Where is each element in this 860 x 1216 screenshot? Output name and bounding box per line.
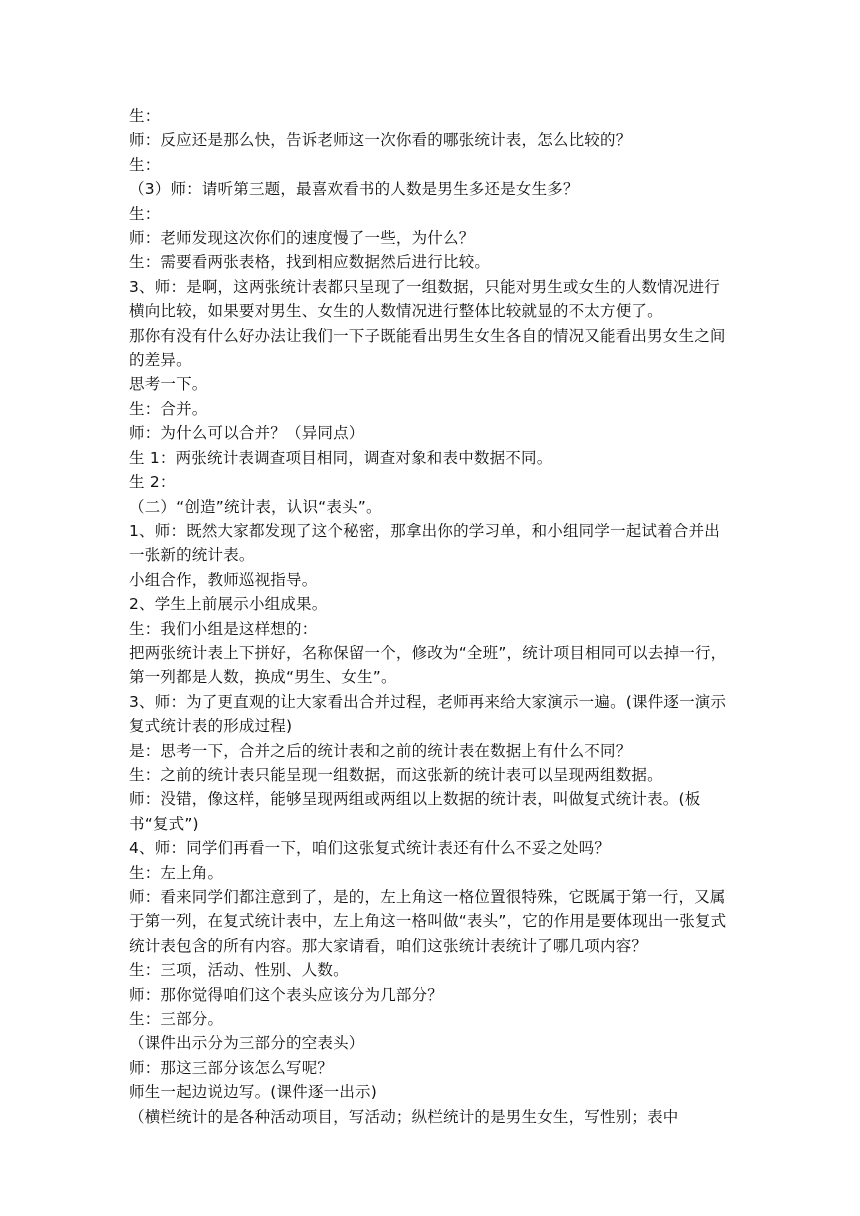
paragraph: （3）师：请听第三题，最喜欢看书的人数是男生多还是女生多？ [129,180,579,199]
paragraph: 4、师：同学们再看一下，咱们这张复式统计表还有什么不妥之处吗？ [129,839,611,858]
paragraph: 师生一起边说边写。(课件逐一出示) [129,1083,377,1102]
paragraph: 生：我们小组是这样想的： [129,619,318,638]
paragraph: 生： [129,155,161,174]
paragraph: 生： [129,204,161,223]
paragraph: 3、师：是啊，这两张统计表都只呈现了一组数据，只能对男生或女生的人数情况进行横向比较，如果要对男生、女生的人数情况进行整体比较就显的不太方便了。 [129,277,720,321]
paragraph: 生：三部分。 [129,1010,224,1029]
paragraph: 师：看来同学们都注意到了，是的，左上角这一格位置很特殊，它既属于第一行，又属于第一列，在复式统计表中，左上角这一格叫做“表头”，它的作用是要体现出一张复式统计表包含的所有内容。那大家请看，咱们这张统计表统计了哪几项内容？ [129,888,727,955]
paragraph: 师：为什么可以合并？（异同点） [129,424,365,443]
paragraph: 师：那这三部分该怎么写呢？ [129,1058,334,1077]
paragraph: 是：思考一下，合并之后的统计表和之前的统计表在数据上有什么不同？ [129,741,632,760]
paragraph: 思考一下。 [129,375,208,394]
section-heading: （二）“创造”统计表，认识“表头”。 [129,497,382,516]
paragraph: 小组合作，教师巡视指导。 [129,570,318,589]
paragraph: 生：合并。 [129,399,208,418]
paragraph: 生 1：两张统计表调查项目相同，调查对象和表中数据不同。 [129,448,553,467]
paragraph: 师：反应还是那么快，告诉老师这一次你看的哪张统计表，怎么比较的？ [129,131,632,150]
paragraph: 把两张统计表上下拼好，名称保留一个，修改为“全班”，统计项目相同可以去掉一行，第一列都是人数，换成“男生、女生”。 [129,643,727,687]
paragraph: 生：需要看两张表格，找到相应数据然后进行比较。 [129,253,491,272]
paragraph: 3、师：为了更直观的让大家看出合并过程，老师再来给大家演示一遍。(课件逐一演示复式统计表的形成过程) [129,692,727,736]
paragraph: 那你有没有什么好办法让我们一下子既能看出男生女生各自的情况又能看出男女生之间的差异。 [129,326,726,370]
paragraph: 生： [129,107,161,125]
paragraph: 师：没错，像这样，能够呈现两组或两组以上数据的统计表，叫做复式统计表。(板书“复式”) [129,790,701,833]
paragraph: 2、学生上前展示小组成果。 [129,595,328,614]
paragraph: 生：之前的统计表只能呈现一组数据，而这张新的统计表可以呈现两组数据。 [129,765,663,784]
document-body [129,104,734,1129]
paragraph: 生：三项，活动、性别、人数。 [129,961,349,980]
paragraph: 生：左上角。 [129,863,224,882]
paragraph: （横栏统计的是各种活动项目，写活动；纵栏统计的是男生女生，写性别；表中 [129,1107,679,1126]
paragraph: （课件出示分为三部分的空表头） [129,1034,365,1053]
paragraph: 1、师：既然大家都发现了这个秘密，那拿出你的学习单，和小组同学一起试着合并出一张新的统计表。 [129,521,720,565]
paragraph: 师：老师发现这次你们的速度慢了一些，为什么？ [129,229,475,248]
paragraph: 生 2： [129,473,176,492]
paragraph: 师：那你觉得咱们这个表头应该分为几部分？ [129,985,444,1004]
